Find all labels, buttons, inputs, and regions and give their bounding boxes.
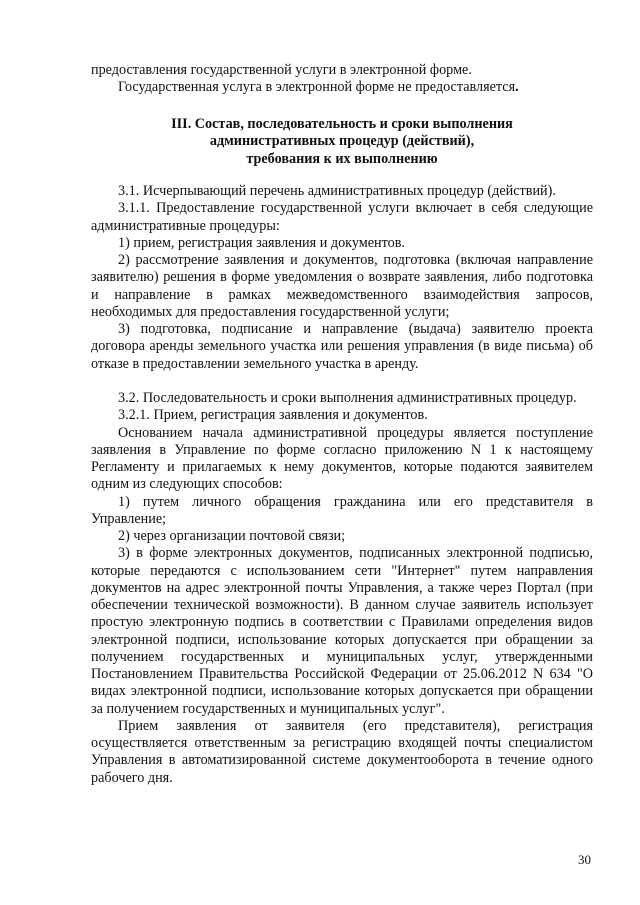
list-item-3: 3) подготовка, подписание и направление (выдача) заявителю проекта договора аренды земельного участка или решения управления (в виде письма) об отказе в предоставлении земельного участка в аренду. xyxy=(91,321,593,372)
list-item-2: 2) рассмотрение заявления и документов, подготовка (включая направление заявителю) решения в форме уведомления о возврате заявления, либо подготовка и направление в рамках межведомственного взаимодействия запросов, необходимых для предоставления государственной услуги; xyxy=(91,252,593,320)
paragraph-3-2-1: 3.2.1. Прием, регистрация заявления и документов. xyxy=(118,407,428,424)
paragraph-3-1: 3.1. Исчерпывающий перечень административных процедур (действий). xyxy=(118,183,556,199)
section-heading xyxy=(91,116,593,168)
method-item-2: 2) через организации почтовой связи; xyxy=(118,528,346,544)
page-number: 30 xyxy=(578,852,591,867)
list-item-1: 1) прием, регистрация заявления и документов. xyxy=(118,234,405,251)
paragraph-3-2: 3.2. Последовательность и сроки выполнения административных процедур. xyxy=(118,390,577,406)
heading-line-2: административных процедур (действий), xyxy=(209,133,475,150)
section-3-2 xyxy=(91,390,593,787)
section-3-1 xyxy=(91,183,593,373)
heading-line-1: III. Состав, последовательность и сроки выполнения xyxy=(171,116,513,132)
paragraph-electronic-form: Государственная услуга в электронной форме не предоставляется. xyxy=(118,79,519,96)
paragraph-continuation: предоставления государственной услуги в электронной форме. xyxy=(91,62,472,78)
paragraph-3-1-1: 3.1.1. Предоставление государственной услуги включает в себя следующие административные процедуры: xyxy=(91,200,593,234)
sentence-period: . xyxy=(515,79,519,96)
paragraph-basis: Основанием начала административной процедуры является поступление заявления в Управление по форме согласно приложению N 1 к настоящему Регламенту и прилагаемых к нему документов, которые подаются заявителем одним из следующих способов: xyxy=(91,424,593,493)
method-item-3: 3) в форме электронных документов, подписанных электронной подписью, которые передаются с использованием сети "Интернет" путем направления документов на адрес электронной почты Управления, а также через Портал (при обеспечении технической возможности). В данном случае заявитель использует простую электронную подпись в соответствии с Правилами определения видов электронной подписи, использование которых допускается при обращении за получением государственных и муниципальных услуг, утвержденными Постановлением Правительства Российской Федерации от 25.06.2012 N 634 "О видах электронной подписи, использование которых допускается при обращении за получением государственных и муниципальных услуг". xyxy=(91,545,593,717)
intro-block xyxy=(91,62,593,97)
paragraph-registration: Прием заявления от заявителя (его представителя), регистрация осуществляется ответственным за регистрацию входящей почты специалистом Управления в автоматизированной системе документооборота в течение одного рабочего дня. xyxy=(91,717,593,786)
heading-line-3: требования к их выполнению xyxy=(246,150,438,167)
method-item-1: 1) путем личного обращения гражданина или его представителя в Управление; xyxy=(91,493,593,527)
